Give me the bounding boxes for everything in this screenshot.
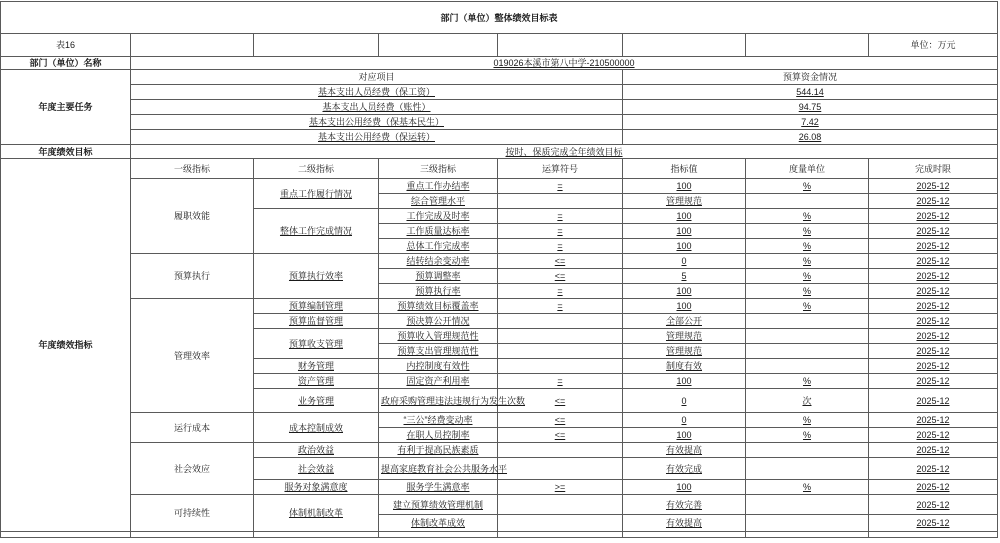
- level1-header: 一级指标: [131, 159, 254, 179]
- indicator-value-cell: 100: [623, 224, 746, 239]
- empty-cell: [254, 34, 379, 57]
- trailing-row: [1, 532, 998, 538]
- operator-cell: [498, 314, 623, 329]
- annual-goal-label: 年度绩效目标: [1, 145, 131, 159]
- operator-cell: =: [498, 299, 623, 314]
- indicator-name-cell: 综合管理水平: [379, 194, 498, 209]
- operator-cell: =: [498, 209, 623, 224]
- unit-cell: %: [746, 413, 869, 428]
- task-row: [1, 130, 998, 145]
- deadline-cell: 2025-12: [869, 254, 998, 269]
- annual-goal-value: 按时、保质完成全年绩效目标: [131, 145, 998, 159]
- level2-cell: 整体工作完成情况: [254, 209, 379, 254]
- indicator-value-cell: 100: [623, 480, 746, 495]
- operator-cell: =: [498, 239, 623, 254]
- indicator-value-cell: 管理规范: [623, 344, 746, 359]
- level2-header: 二级指标: [254, 159, 379, 179]
- indicator-row: [1, 179, 998, 194]
- task-project-cell: 基本支出公用经费（保基本民生）: [131, 115, 623, 130]
- indicator-value-cell: 管理规范: [623, 194, 746, 209]
- indicator-row: [1, 443, 998, 458]
- indicator-name-cell: 预算调整率: [379, 269, 498, 284]
- task-row: [1, 85, 998, 100]
- indicator-value-cell: 0: [623, 389, 746, 413]
- level2-cell: 业务管理: [254, 389, 379, 413]
- indicator-value-cell: 100: [623, 209, 746, 224]
- indicator-name-cell: 工作完成及时率: [379, 209, 498, 224]
- unit-cell: %: [746, 299, 869, 314]
- deadline-cell: 2025-12: [869, 515, 998, 532]
- level2-cell: 服务对象满意度: [254, 480, 379, 495]
- page-title: 部门（单位）整体绩效目标表: [1, 2, 998, 34]
- indicator-value-cell: 有效完成: [623, 458, 746, 480]
- empty-cell: [869, 532, 998, 538]
- operator-cell: <=: [498, 428, 623, 443]
- unit-cell: [746, 314, 869, 329]
- level1-cell: 管理效率: [131, 299, 254, 413]
- indicator-name-cell: 提高家庭教育社会公共服务水平: [379, 458, 498, 480]
- level2-cell: 预算监督管理: [254, 314, 379, 329]
- meta-row: [1, 34, 998, 57]
- unit-cell: %: [746, 224, 869, 239]
- level1-cell: 社会效应: [131, 443, 254, 495]
- indicator-name-cell: 预算绩效目标覆盖率: [379, 299, 498, 314]
- operator-cell: [498, 329, 623, 344]
- deadline-cell: 2025-12: [869, 329, 998, 344]
- level2-cell: 预算收支管理: [254, 329, 379, 359]
- deadline-cell: 2025-12: [869, 458, 998, 480]
- level3-header: 三级指标: [379, 159, 498, 179]
- indicator-name-cell: 体制改革成效: [379, 515, 498, 532]
- level2-cell: 财务管理: [254, 359, 379, 374]
- level2-cell: 预算编制管理: [254, 299, 379, 314]
- indicator-value-cell: 管理规范: [623, 329, 746, 344]
- indicator-value-cell: 100: [623, 428, 746, 443]
- level2-cell: 资产管理: [254, 374, 379, 389]
- unit-cell: [746, 329, 869, 344]
- tasks-label: 年度主要任务: [1, 70, 131, 145]
- indicator-value-cell: 制度有效: [623, 359, 746, 374]
- unit-header: 度量单位: [746, 159, 869, 179]
- deadline-cell: 2025-12: [869, 284, 998, 299]
- empty-cell: [623, 34, 746, 57]
- deadline-cell: 2025-12: [869, 359, 998, 374]
- deadline-cell: 2025-12: [869, 194, 998, 209]
- indicator-value-cell: 有效完善: [623, 495, 746, 515]
- indicator-value-cell: 全部公开: [623, 314, 746, 329]
- unit-cell: %: [746, 374, 869, 389]
- level2-cell: 社会效益: [254, 458, 379, 480]
- operator-cell: >=: [498, 480, 623, 495]
- task-budget-cell: 26.08: [623, 130, 998, 145]
- indicator-value-cell: 有效提高: [623, 443, 746, 458]
- empty-cell: [131, 532, 254, 538]
- empty-cell: [131, 34, 254, 57]
- indicator-value-cell: 有效提高: [623, 515, 746, 532]
- indicator-value-cell: 5: [623, 269, 746, 284]
- indicator-name-cell: 结转结余变动率: [379, 254, 498, 269]
- indicators-label: 年度绩效指标: [1, 159, 131, 532]
- deadline-cell: 2025-12: [869, 495, 998, 515]
- dept-value: 019026本溪市第八中学-210500000: [131, 57, 998, 70]
- header-section: [1, 2, 998, 70]
- deadline-cell: 2025-12: [869, 428, 998, 443]
- indicator-name-cell: 总体工作完成率: [379, 239, 498, 254]
- unit-cell: %: [746, 239, 869, 254]
- task-budget-cell: 94.75: [623, 100, 998, 115]
- operator-cell: =: [498, 374, 623, 389]
- empty-cell: [498, 532, 623, 538]
- indicator-value-header: 指标值: [623, 159, 746, 179]
- level1-cell: 履职效能: [131, 179, 254, 254]
- deadline-cell: 2025-12: [869, 314, 998, 329]
- indicator-name-cell: 建立预算绩效管理机制: [379, 495, 498, 515]
- annual-goal-section: [1, 145, 998, 159]
- indicator-name-cell: “三公”经费变动率: [379, 413, 498, 428]
- task-project-cell: 基本支出人员经费（账性）: [131, 100, 623, 115]
- operator-cell: [498, 515, 623, 532]
- operator-cell: <=: [498, 413, 623, 428]
- tasks-col-project-header: 对应项目: [131, 70, 623, 85]
- operator-cell: <=: [498, 254, 623, 269]
- unit-cell: [746, 194, 869, 209]
- unit-label: 单位：万元: [869, 34, 998, 57]
- empty-cell: [746, 532, 869, 538]
- annual-indicators-section: [1, 159, 998, 538]
- deadline-header: 完成时限: [869, 159, 998, 179]
- indicator-row: [1, 299, 998, 314]
- level1-cell: 可持续性: [131, 495, 254, 532]
- unit-cell: [746, 359, 869, 374]
- deadline-cell: 2025-12: [869, 389, 998, 413]
- unit-cell: %: [746, 209, 869, 224]
- dept-row: [1, 57, 998, 70]
- operator-cell: =: [498, 179, 623, 194]
- level2-cell: 政治效益: [254, 443, 379, 458]
- unit-cell: [746, 458, 869, 480]
- unit-cell: %: [746, 480, 869, 495]
- deadline-cell: 2025-12: [869, 443, 998, 458]
- annual-tasks-section: [1, 70, 998, 145]
- indicator-name-cell: 预算收入管理规范性: [379, 329, 498, 344]
- operator-cell: [498, 194, 623, 209]
- unit-cell: [746, 344, 869, 359]
- indicator-value-cell: 100: [623, 239, 746, 254]
- task-project-cell: 基本支出人员经费（保工资）: [131, 85, 623, 100]
- deadline-cell: 2025-12: [869, 299, 998, 314]
- indicator-value-cell: 0: [623, 254, 746, 269]
- indicator-name-cell: 固定资产利用率: [379, 374, 498, 389]
- indicator-value-cell: 100: [623, 284, 746, 299]
- task-budget-cell: 544.14: [623, 85, 998, 100]
- level2-cell: 预算执行效率: [254, 254, 379, 299]
- unit-cell: [746, 443, 869, 458]
- task-row: [1, 115, 998, 130]
- indicator-name-cell: 工作质量达标率: [379, 224, 498, 239]
- operator-cell: [498, 359, 623, 374]
- indicator-header-row: [1, 159, 998, 179]
- indicator-value-cell: 100: [623, 374, 746, 389]
- deadline-cell: 2025-12: [869, 179, 998, 194]
- performance-target-table: [0, 1, 998, 538]
- deadline-cell: 2025-12: [869, 239, 998, 254]
- title-row: [1, 2, 998, 34]
- indicator-name-cell: 服务学生满意率: [379, 480, 498, 495]
- table-number: 表16: [1, 34, 131, 57]
- unit-cell: %: [746, 428, 869, 443]
- empty-cell: [1, 532, 131, 538]
- unit-cell: %: [746, 254, 869, 269]
- level1-cell: 运行成本: [131, 413, 254, 443]
- unit-cell: %: [746, 284, 869, 299]
- indicator-name-cell: 重点工作办结率: [379, 179, 498, 194]
- operator-header: 运算符号: [498, 159, 623, 179]
- indicator-value-cell: 100: [623, 299, 746, 314]
- indicator-name-cell: 预算执行率: [379, 284, 498, 299]
- dept-label: 部门（单位）名称: [1, 57, 131, 70]
- indicator-value-cell: 100: [623, 179, 746, 194]
- indicator-name-cell: 内控制度有效性: [379, 359, 498, 374]
- deadline-cell: 2025-12: [869, 413, 998, 428]
- unit-cell: %: [746, 269, 869, 284]
- indicator-name-cell: 政府采购管理违法违规行为发生次数: [379, 389, 498, 413]
- operator-cell: <=: [498, 269, 623, 284]
- operator-cell: [498, 495, 623, 515]
- deadline-cell: 2025-12: [869, 480, 998, 495]
- task-project-cell: 基本支出公用经费（保运转）: [131, 130, 623, 145]
- empty-cell: [623, 532, 746, 538]
- deadline-cell: 2025-12: [869, 209, 998, 224]
- level2-cell: 重点工作履行情况: [254, 179, 379, 209]
- task-row: [1, 100, 998, 115]
- indicator-name-cell: 预算支出管理规范性: [379, 344, 498, 359]
- operator-cell: =: [498, 224, 623, 239]
- unit-cell: 次: [746, 389, 869, 413]
- annual-goal-row: [1, 145, 998, 159]
- indicator-name-cell: 在职人员控制率: [379, 428, 498, 443]
- tasks-header-row: [1, 70, 998, 85]
- level1-cell: 预算执行: [131, 254, 254, 299]
- indicator-row: [1, 495, 998, 515]
- indicator-name-cell: 预决算公开情况: [379, 314, 498, 329]
- deadline-cell: 2025-12: [869, 374, 998, 389]
- operator-cell: [498, 443, 623, 458]
- operator-cell: [498, 458, 623, 480]
- deadline-cell: 2025-12: [869, 224, 998, 239]
- operator-cell: [498, 344, 623, 359]
- deadline-cell: 2025-12: [869, 344, 998, 359]
- empty-cell: [746, 34, 869, 57]
- level2-cell: 体制机制改革: [254, 495, 379, 532]
- empty-cell: [379, 34, 498, 57]
- unit-cell: [746, 495, 869, 515]
- unit-cell: [746, 515, 869, 532]
- tasks-col-budget-header: 预算资金情况: [623, 70, 998, 85]
- indicator-row: [1, 413, 998, 428]
- operator-cell: =: [498, 284, 623, 299]
- indicator-name-cell: 有利于提高民族素质: [379, 443, 498, 458]
- empty-cell: [498, 34, 623, 57]
- empty-cell: [379, 532, 498, 538]
- empty-cell: [254, 532, 379, 538]
- task-budget-cell: 7.42: [623, 115, 998, 130]
- indicator-value-cell: 0: [623, 413, 746, 428]
- level2-cell: 成本控制成效: [254, 413, 379, 443]
- unit-cell: %: [746, 179, 869, 194]
- indicator-row: [1, 254, 998, 269]
- deadline-cell: 2025-12: [869, 269, 998, 284]
- operator-cell: <=: [498, 389, 623, 413]
